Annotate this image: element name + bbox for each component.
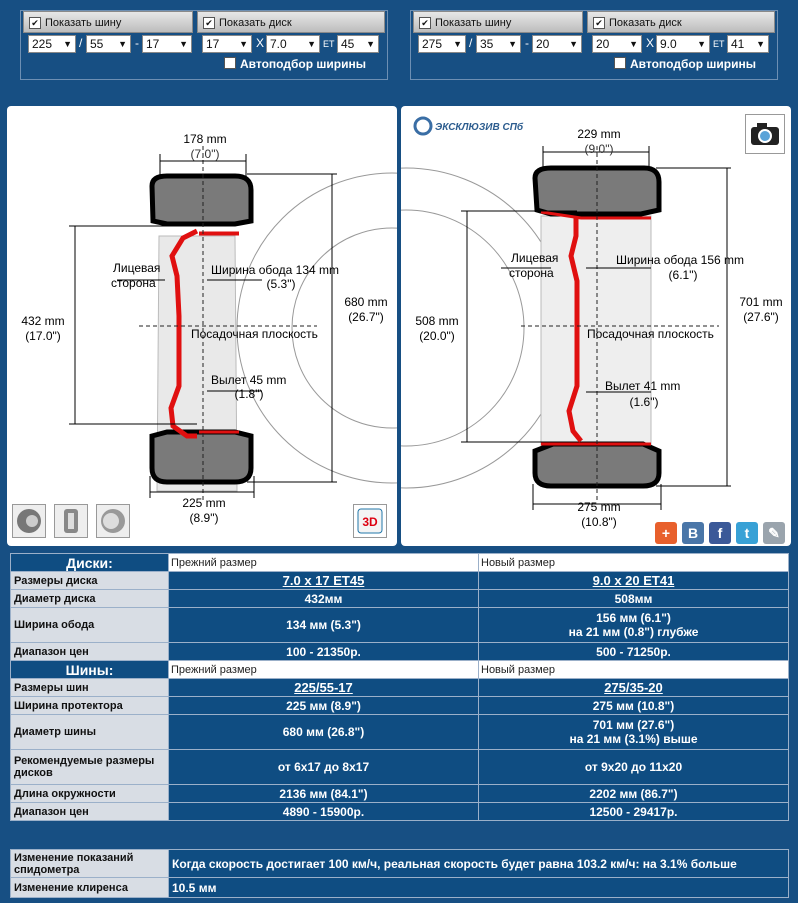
cell-old: 4890 - 15900р.	[169, 803, 479, 821]
tire-tread-top	[152, 176, 251, 224]
cell-old: 100 - 21350р.	[169, 643, 479, 661]
tire-width-value: 225	[32, 37, 53, 51]
3d-icon-label: 3D	[362, 515, 378, 529]
cell-old: 225 мм (8.9")	[169, 697, 479, 715]
disk-et-value: 41	[731, 37, 745, 51]
show-disk-toggle[interactable]	[197, 11, 385, 33]
disk-size-old-link[interactable]: 7.0 x 17 ET45	[282, 573, 365, 588]
top-width-label: 229 mm	[577, 127, 621, 141]
offset-inches: (1.8")	[234, 387, 264, 401]
row-label: Ширина обода	[11, 608, 169, 643]
tires-header-row	[11, 661, 789, 679]
disk-size-new-link[interactable]: 9.0 x 20 ET41	[592, 573, 675, 588]
rim-width-inches: (6.1")	[668, 268, 698, 282]
dropdown-arrow-icon: ▼	[63, 39, 72, 49]
cell-old: 432мм	[169, 590, 479, 608]
cell-old: от 6x17 до 8x17	[169, 750, 479, 785]
screenshot-button[interactable]	[745, 114, 785, 154]
top-width-label: 178 mm	[183, 132, 227, 146]
table-row	[11, 850, 789, 878]
dropdown-arrow-icon: ▼	[629, 39, 638, 49]
cell-new	[479, 608, 789, 643]
disk-diameter-value: 20	[596, 37, 610, 51]
diagram-old	[7, 106, 397, 546]
share-vk-icon[interactable]: B	[682, 522, 704, 544]
face-label-line2: сторона	[111, 276, 156, 290]
rim-dia-label: 432 mm	[21, 314, 65, 328]
tire-width-select[interactable]	[418, 35, 466, 53]
show-tire-toggle[interactable]	[413, 11, 583, 33]
speedometer-label: Изменение показаний спидометра	[11, 850, 169, 878]
disk-et-select[interactable]	[727, 35, 769, 53]
disk-diameter-select[interactable]	[202, 35, 252, 53]
auto-width-toggle[interactable]	[224, 57, 366, 71]
cell-new: от 9x20 до 11x20	[479, 750, 789, 785]
tire-tread-bottom	[152, 432, 251, 482]
tires-col-old: Прежний размер	[169, 661, 479, 679]
disks-section-header: Диски:	[11, 554, 169, 572]
dropdown-arrow-icon: ▼	[508, 39, 517, 49]
cell-old: 680 мм (26.8")	[169, 715, 479, 750]
top-width-inches: (9.0")	[584, 142, 614, 156]
brand-label: ЭКСКЛЮЗИВ СПб	[435, 122, 524, 133]
tires-col-new: Новый размер	[479, 661, 789, 679]
tire-diameter-select[interactable]	[532, 35, 582, 53]
cell-new: 12500 - 29417р.	[479, 803, 789, 821]
slash-separator: /	[469, 36, 473, 50]
profile-view-button[interactable]	[54, 504, 88, 538]
outer-dia-label: 701 mm	[739, 295, 783, 309]
bottom-width-inches: (10.8")	[581, 515, 617, 529]
show-tire-label: Показать шину	[435, 17, 512, 29]
table-row	[11, 750, 789, 785]
tires-section-header: Шины:	[11, 661, 169, 679]
dropdown-arrow-icon: ▼	[307, 39, 316, 49]
row-label: Диаметр диска	[11, 590, 169, 608]
disk-diameter-value: 17	[206, 37, 220, 51]
rim-outline-circle	[401, 210, 524, 446]
show-disk-toggle[interactable]	[587, 11, 775, 33]
seat-plane-label: Посадочная плоскость	[191, 327, 318, 341]
specs-table	[10, 553, 789, 821]
table-row	[11, 715, 789, 750]
rim-width-inches: (5.3")	[266, 277, 296, 291]
dropdown-arrow-icon: ▼	[453, 39, 462, 49]
size-controls-old	[20, 10, 388, 80]
share-facebook-icon[interactable]: f	[709, 522, 731, 544]
rim-dia-label: 508 mm	[415, 314, 459, 328]
rim-dia-inches: (20.0")	[419, 329, 455, 343]
wheel-view-button[interactable]	[96, 504, 130, 538]
tire-profile-value: 35	[480, 37, 494, 51]
cell-new-line2: на 21 мм (0.8") глубже	[568, 625, 699, 639]
disk-diameter-select[interactable]	[592, 35, 642, 53]
dash-separator: -	[135, 36, 139, 50]
auto-width-label: Автоподбор ширины	[630, 57, 756, 71]
tire-size-old-link[interactable]: 225/55-17	[294, 680, 353, 695]
outer-dia-label: 680 mm	[344, 295, 388, 309]
disk-et-select[interactable]	[337, 35, 379, 53]
cell-old: 134 мм (5.3")	[169, 608, 479, 643]
show-tire-label: Показать шину	[45, 17, 122, 29]
bottom-width-inches: (8.9")	[189, 511, 219, 525]
row-label: Размеры диска	[11, 572, 169, 590]
bottom-width-label: 275 mm	[577, 500, 621, 514]
tire-profile-value: 55	[90, 37, 104, 51]
brand-logo	[415, 118, 524, 134]
row-label: Ширина протектора	[11, 697, 169, 715]
checkbox-checked-icon[interactable]: ✔	[593, 17, 605, 29]
cell-new: 508мм	[479, 590, 789, 608]
dropdown-arrow-icon: ▼	[697, 39, 706, 49]
checkbox-checked-icon[interactable]: ✔	[203, 17, 215, 29]
disk-et-value: 45	[341, 37, 355, 51]
brand-logo-icon	[415, 118, 431, 134]
auto-width-label: Автоподбор ширины	[240, 57, 366, 71]
disk-width-value: 9.0	[660, 37, 677, 51]
checkbox-checked-icon[interactable]: ✔	[419, 17, 431, 29]
tire-side-icon	[13, 505, 45, 537]
tire-width-value: 275	[422, 37, 443, 51]
table-row	[11, 785, 789, 803]
bottom-width-label: 225 mm	[182, 496, 226, 510]
face-label-line2: сторона	[509, 266, 554, 280]
slash-separator: /	[79, 36, 83, 50]
size-controls-new	[410, 10, 778, 80]
cell-new: 500 - 71250р.	[479, 643, 789, 661]
show-tire-toggle[interactable]	[23, 11, 193, 33]
show-disk-label: Показать диск	[609, 17, 682, 29]
face-label-line1: Лицевая	[113, 261, 161, 275]
row-label: Размеры шин	[11, 679, 169, 697]
wheel-profile-new	[401, 106, 791, 546]
disk-width-value: 7.0	[270, 37, 287, 51]
tire-view-button[interactable]	[12, 504, 46, 538]
disks-col-new: Новый размер	[479, 554, 789, 572]
table-row	[11, 679, 789, 697]
dropdown-arrow-icon: ▼	[239, 39, 248, 49]
disk-width-select[interactable]	[656, 35, 710, 53]
3d-icon	[354, 505, 386, 537]
tire-diameter-value: 20	[536, 37, 550, 51]
clearance-value: 10.5 мм	[169, 878, 789, 898]
extra-info-table	[10, 849, 789, 898]
outer-dia-inches: (27.6")	[743, 310, 779, 324]
camera-icon	[746, 115, 784, 153]
cell-new-line1: 701 мм (27.6")	[592, 718, 675, 732]
row-label: Диапазон цен	[11, 803, 169, 821]
dropdown-arrow-icon: ▼	[179, 39, 188, 49]
row-label: Длина окружности	[11, 785, 169, 803]
table-row	[11, 608, 789, 643]
face-label-line1: Лицевая	[511, 251, 559, 265]
tire-profile-select[interactable]	[476, 35, 521, 53]
share-plus-icon[interactable]: +	[655, 522, 677, 544]
tire-profile-select[interactable]	[86, 35, 131, 53]
rim-width-label: Ширина обода 134 mm	[211, 263, 340, 277]
x-separator: X	[256, 36, 265, 50]
cell-new	[479, 715, 789, 750]
row-label: Диаметр шины	[11, 715, 169, 750]
dropdown-arrow-icon: ▼	[118, 39, 127, 49]
dropdown-arrow-icon: ▼	[366, 39, 375, 49]
row-label: Рекомендуемые размеры дисков	[11, 750, 169, 785]
rim-width-label: Ширина обода 156 mm	[616, 253, 745, 267]
cell-new-line2: на 21 мм (3.1%) выше	[569, 732, 698, 746]
checkbox-unchecked-icon[interactable]	[224, 57, 236, 69]
tire-width-select[interactable]	[28, 35, 76, 53]
dropdown-arrow-icon: ▼	[569, 39, 578, 49]
diagram-new	[401, 106, 791, 546]
dropdown-arrow-icon: ▼	[756, 39, 765, 49]
cell-old: 2136 мм (84.1")	[169, 785, 479, 803]
offset-inches: (1.6")	[629, 395, 659, 409]
tire-profile-icon	[55, 505, 87, 537]
show-disk-label: Показать диск	[219, 17, 292, 29]
table-row	[11, 878, 789, 898]
3d-view-button[interactable]	[353, 504, 387, 538]
dash-separator: -	[525, 36, 529, 50]
speedometer-value: Когда скорость достигает 100 км/ч, реальная скорость будет равна 103.2 км/ч: на 3.1% больше	[169, 850, 789, 878]
disk-width-select[interactable]	[266, 35, 320, 53]
row-label: Диапазон цен	[11, 643, 169, 661]
table-row	[11, 572, 789, 590]
rim-flange-top	[199, 233, 239, 234]
disks-col-old: Прежний размер	[169, 554, 479, 572]
clearance-label: Изменение клиренса	[11, 878, 169, 898]
auto-width-toggle[interactable]	[614, 57, 756, 71]
share-attach-icon[interactable]: ✎	[763, 522, 785, 544]
table-row	[11, 643, 789, 661]
wheel-profile-old	[7, 106, 397, 546]
offset-label: Вылет 41 mm	[605, 379, 681, 393]
et-label: ET	[713, 39, 725, 49]
share-twitter-icon[interactable]: t	[736, 522, 758, 544]
tire-size-new-link[interactable]: 275/35-20	[604, 680, 663, 695]
cell-new: 2202 мм (86.7")	[479, 785, 789, 803]
x-separator: X	[646, 36, 655, 50]
table-row	[11, 697, 789, 715]
seat-plane-label: Посадочная плоскость	[587, 327, 714, 341]
rim-dia-inches: (17.0")	[25, 329, 61, 343]
disks-header-row	[11, 554, 789, 572]
table-row	[11, 590, 789, 608]
wheel-icon	[97, 505, 129, 537]
tire-diameter-value: 17	[146, 37, 160, 51]
checkbox-checked-icon[interactable]: ✔	[29, 17, 41, 29]
cell-new: 275 мм (10.8")	[479, 697, 789, 715]
offset-label: Вылет 45 mm	[211, 373, 287, 387]
et-label: ET	[323, 39, 335, 49]
tire-diameter-select[interactable]	[142, 35, 192, 53]
checkbox-unchecked-icon[interactable]	[614, 57, 626, 69]
cell-new-line1: 156 мм (6.1")	[596, 611, 671, 625]
table-row	[11, 803, 789, 821]
outer-dia-inches: (26.7")	[348, 310, 384, 324]
top-width-inches: (7.0")	[190, 147, 220, 161]
